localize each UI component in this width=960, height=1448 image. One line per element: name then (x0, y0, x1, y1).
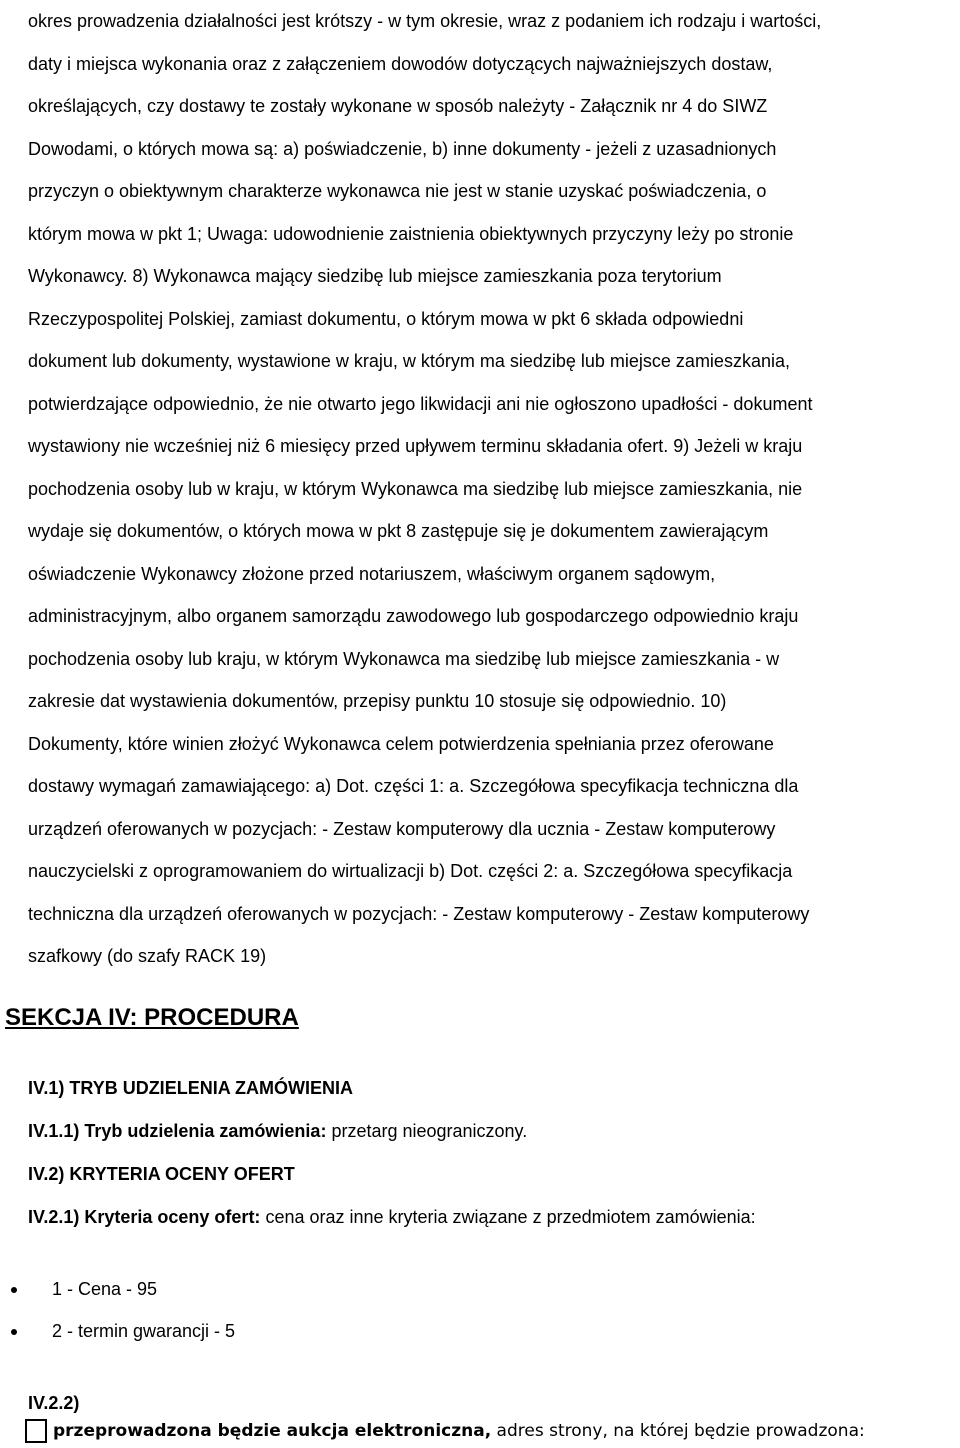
paragraph-line: którym mowa w pkt 1; Uwaga: udowodnienie zaistnienia obiektywnych przyczyny leży po stronie (28, 223, 794, 244)
iv1-1-line (28, 1121, 527, 1142)
heading-iv1: IV.1) TRYB UDZIELENIA ZAMÓWIENIA (28, 1078, 354, 1098)
paragraph-line: nauczycielski z oprogramowaniem do wirtualizacji b) Dot. części 2: a. Szczegółowa specyfikacja (28, 861, 793, 881)
paragraph-line: Wykonawcy. 8) Wykonawca mający siedzibę lub miejsce zamieszkania poza terytorium (28, 266, 722, 286)
paragraph-line: okres prowadzenia działalności jest krótszy - w tym okresie, wraz z podaniem ich rodzaju i wartości, (28, 11, 822, 31)
iv2-1-value: cena oraz inne kryteria związane z przedmiotem zamówienia: (260, 1207, 756, 1227)
paragraph-line: wydaje się dokumentów, o których mowa w pkt 8 zastępuje się je dokumentem zawierającym (28, 521, 769, 541)
paragraph-line: daty i miejsca wykonania oraz z załączeniem dowodów dotyczących najważniejszych dostaw, (28, 53, 773, 74)
iv1-1-value: przetarg nieograniczony. (326, 1121, 528, 1141)
auction-line (53, 1421, 865, 1441)
paragraph-line: pochodzenia osoby lub kraju, w którym Wykonawca ma siedzibę lub miejsce zamieszkania - w (28, 648, 780, 669)
bullet-icon (11, 1287, 17, 1293)
iv2-2-label: IV.2.2) (28, 1393, 80, 1413)
criteria-text: 2 - termin gwarancji - 5 (52, 1321, 236, 1341)
paragraph-line: oświadczenie Wykonawcy złożone przed notariuszem, właściwym organem sądowym, (28, 563, 716, 584)
iv2-1-line (28, 1207, 756, 1228)
paragraph-line: Dowodami, o których mowa są: a) poświadczenie, b) inne dokumenty - jeżeli z uzasadnionych (28, 138, 777, 159)
iv2-1-label: IV.2.1) Kryteria oceny ofert: (28, 1207, 261, 1227)
paragraph-line: techniczna dla urządzeń oferowanych w pozycjach: - Zestaw komputerowy - Zestaw komputerowy (28, 903, 810, 924)
auction-bold-text: przeprowadzona będzie aukcja elektroniczna, (53, 1421, 492, 1441)
auction-rest-text: adres strony, na której będzie prowadzona: (491, 1421, 865, 1441)
criteria-text: 1 - Cena - 95 (52, 1279, 158, 1299)
paragraph-line: wystawiony nie wcześniej niż 6 miesięcy przed upływem terminu składania ofert. 9) Jeżeli w kraju (28, 436, 803, 456)
paragraph-line: Dokumenty, które winien złożyć Wykonawca celem potwierdzenia spełniania przez oferowane (28, 733, 774, 754)
paragraph-line: zakresie dat wystawienia dokumentów, przepisy punktu 10 stosuje się odpowiednio. 10) (28, 691, 727, 711)
iv1-1-label: IV.1.1) Tryb udzielenia zamówienia: (28, 1121, 327, 1141)
paragraph-line: dostawy wymagań zamawiającego: a) Dot. części 1: a. Szczegółowa specyfikacja techniczna dla (28, 776, 799, 796)
paragraph-line: Rzeczypospolitej Polskiej, zamiast dokumentu, o którym mowa w pkt 6 składa odpowiedni (28, 308, 744, 329)
heading-iv2: IV.2) KRYTERIA OCENY OFERT (28, 1164, 295, 1184)
bullet-icon (11, 1329, 17, 1335)
paragraph-line: administracyjnym, albo organem samorządu zawodowego lub gospodarczego odpowiednio kraju (28, 606, 799, 626)
paragraph-line: pochodzenia osoby lub w kraju, w którym Wykonawca ma siedzibę lub miejsce zamieszkania, nie (28, 478, 803, 499)
paragraph-line: potwierdzające odpowiednio, że nie otwarto jego likwidacji ani nie ogłoszono upadłości - dokument (28, 393, 813, 414)
paragraph-line: przyczyn o obiektywnym charakterze wykonawca nie jest w stanie uzyskać poświadczenia, o (28, 181, 767, 201)
paragraph-line: szafkowy (do szafy RACK 19) (28, 946, 267, 966)
section-title: SEKCJA IV: PROCEDURA (5, 1004, 299, 1031)
auction-checkbox[interactable] (25, 1419, 47, 1443)
paragraph-line: określających, czy dostawy te zostały wykonane w sposób należyty - Załącznik nr 4 do SIWZ (28, 96, 768, 116)
body-paragraph (28, 0, 958, 978)
paragraph-line: urządzeń oferowanych w pozycjach: - Zestaw komputerowy dla ucznia - Zestaw komputerowy (28, 818, 776, 839)
paragraph-line: dokument lub dokumenty, wystawione w kraju, w którym ma siedzibę lub miejsce zamieszkania, (28, 351, 790, 371)
